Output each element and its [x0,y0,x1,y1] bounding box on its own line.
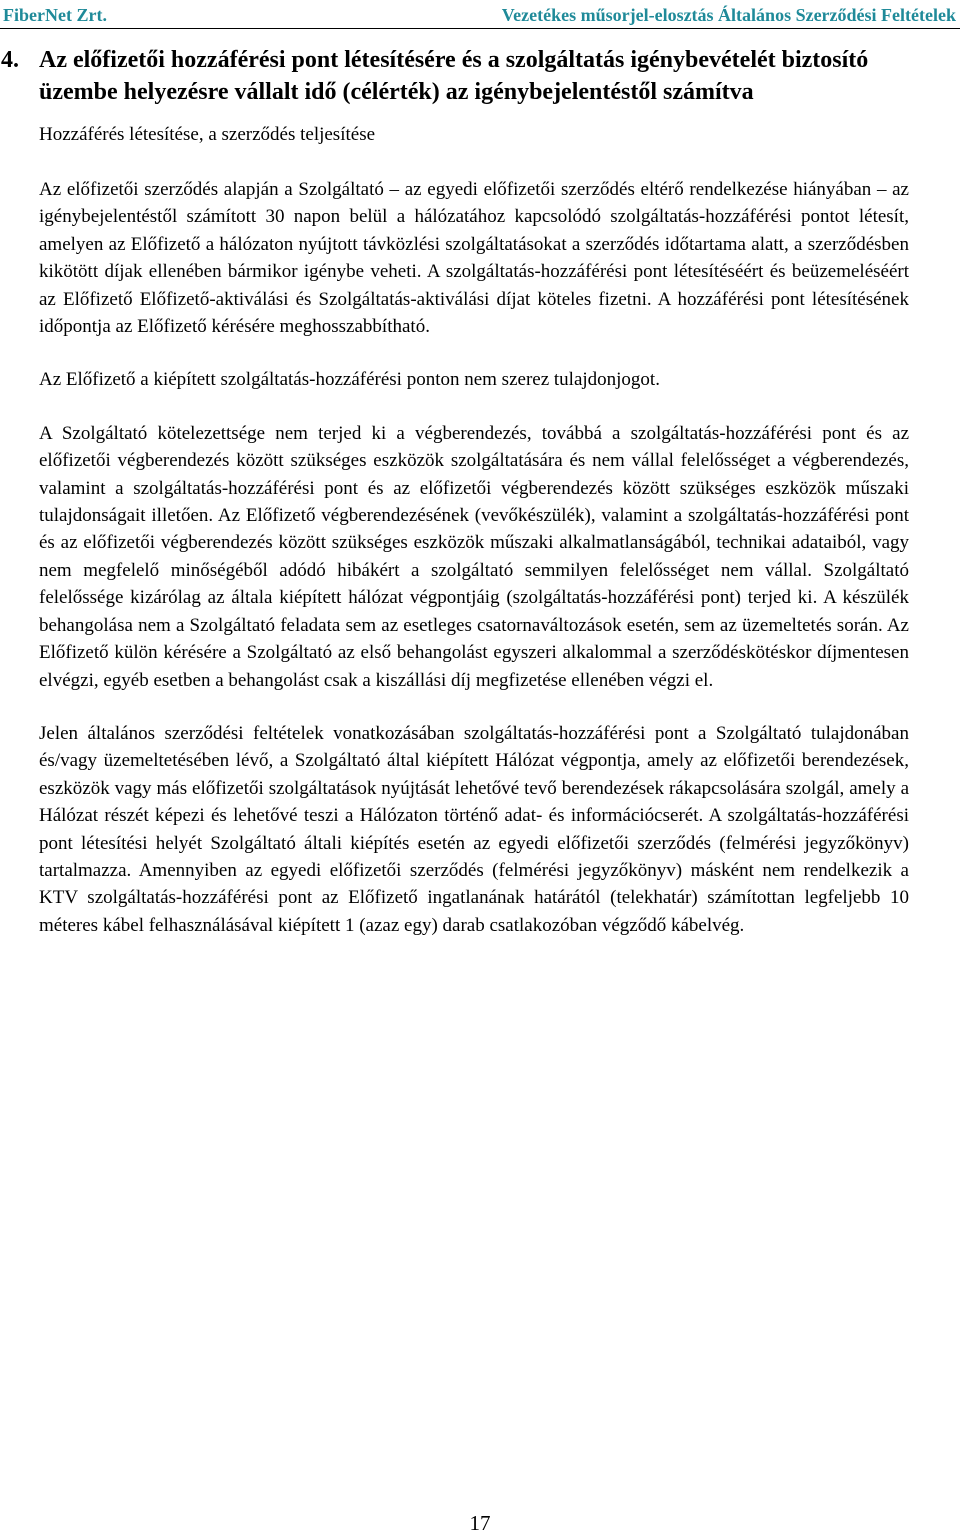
section-heading [1,44,909,108]
page-number: 17 [469,1511,491,1535]
paragraph-provider-obligations: A Szolgáltató kötelezettsége nem terjed ki a végberendezés, továbbá a szolgáltatás-hozzáférési pont és az előfizetői végberendezés között szükséges eszközök szolgáltatására és nem vállal felelősséget a végberendezés, valamint a szolgáltatás-hozzáférési pont és az előfizetői végberendezés között szükséges eszközök műszaki tulajdonságait illetően. Az Előfizető végberendezésének (vevőkészülék), valamint a szolgáltatás-hozzáférési pont és az előfizetői végberendezés között szükséges eszközök műszaki alkalmatlanságából, technikai adataiból, vagy nem megfelelő minőségéből adódó hibákért a szolgáltató semmilyen felelősséget nem vállal. Szolgáltató felelőssége kizárólag az általa kiépített hálózat végpontjáig (szolgáltatás-hozzáférési pont) terjed ki. A készülék behangolása nem a Szolgáltató feladata sem az esetleges csatornaváltozások esetén, sem az üzemeltetés során. Az Előfizető külön kérésére a Szolgáltató az első behangolást egyszeri alkalommal a szerződéskötéskor díjmentesen elvégzi, egyéb esetben a behangolást csak a kiszállási díj megfizetése ellenében végzi el. [39,422,909,691]
paragraph-service-access-point: Az előfizetői szerződés alapján a Szolgáltató – az egyedi előfizetői szerződés eltérő rendelkezése hiányában – az igénybejelentéstől számított 30 napon belül a hálózatához kapcsolódó szolgáltatás-hozzáférési pontot létesít, amelyen az Előfizető a hálózaton nyújtott távközlési szolgáltatásokat a szerződés időtartama alatt, a szerződésben kikötött díjak ellenében bármikor igénybe veheti. A szolgáltatás-hozzáférési pont létesítéséért és beüzemeléséért az Előfizető Előfizető-aktiválási és Szolgáltatás-aktiválási díjat köteles fizetni. A hozzáférési pont létesítésének időpontja az Előfizető kérésére meghosszabbítható. [39,179,909,338]
section-subheading: Hozzáférés létesítése, a szerződés teljesítése [39,124,376,145]
page-header [0,0,960,34]
section-number: 4. [1,47,19,73]
header-company-name: FiberNet Zrt. [3,5,107,25]
header-document-title: Vezetékes műsorjel-elosztás Általános Szerződési Feltételek [501,5,956,25]
header-divider [0,28,960,29]
section-title: Az előfizetői hozzáférési pont létesítésére és a szolgáltatás igénybevételét biztosító üzembe helyezésre vállalt idő (célérték) az igénybejelentéstől számítva [39,47,869,105]
paragraph-ownership: Az Előfizető a kiépített szolgáltatás-hozzáférési ponton nem szerez tulajdonjogot. [39,369,660,391]
page-content [1,44,909,939]
paragraph-access-point-definition: Jelen általános szerződési feltételek vonatkozásában szolgáltatás-hozzáférési pont a Szolgáltató tulajdonában és/vagy üzemeltetésében lévő, a Szolgáltató által kiépített Hálózat végpontja, amely az előfizetői berendezések, eszközök vagy más előfizetői szolgáltatások nyújtását lehetővé tevő berendezések rákapcsolására szolgál, amely a Hálózat részét képezi és lehetővé teszi a Hálózaton történő adat- és információcserét. A szolgáltatás-hozzáférési pont létesítési helyét Szolgáltató általi kiépítés esetén az egyedi előfizetői szerződés (felmérési jegyzőkönyv) tartalmazza. Amennyiben az egyedi előfizetői szerződés (felmérési jegyzőkönyv) másként nem rendelkezik a KTV szolgáltatás-hozzáférési pont az Előfizető ingatlanának határától (telekhatár) számítottan legfeljebb 10 méteres kábel felhasználásával kiépített 1 (azaz egy) darab csatlakozóban végződő kábelvég. [39,722,909,936]
